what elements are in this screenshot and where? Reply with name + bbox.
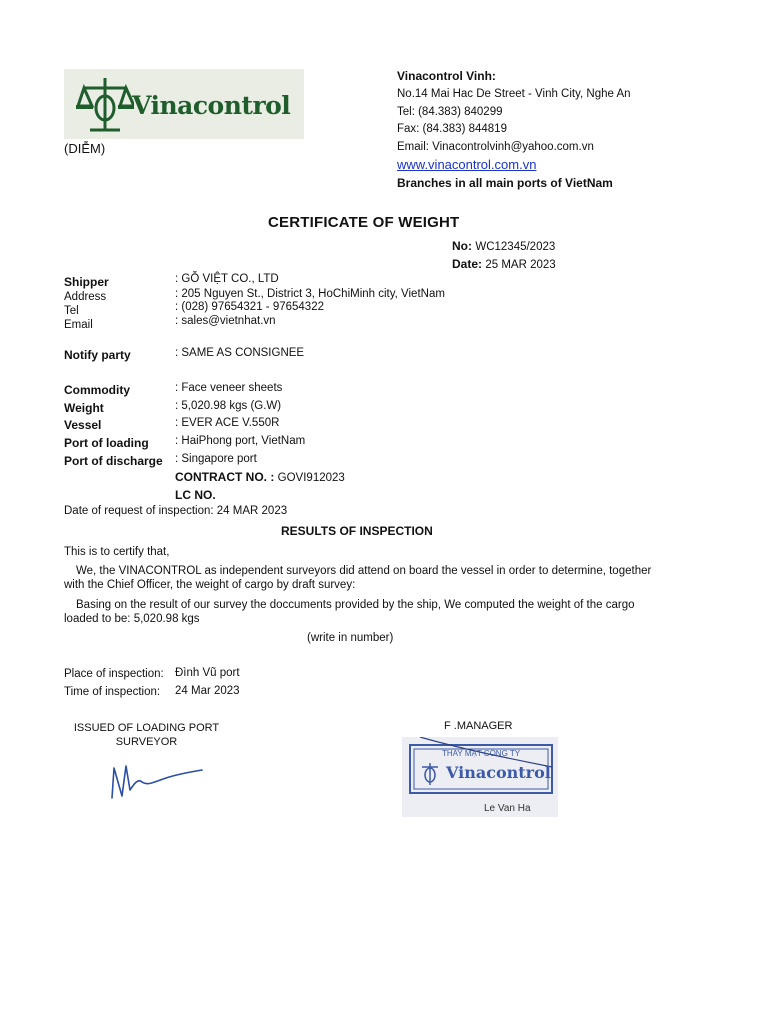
request-date: Date of request of inspection: 24 MAR 2023: [64, 505, 288, 517]
cert-number-value: WC12345/2023: [475, 241, 556, 253]
company-email: Email: Vinacontrolvinh@yahoo.com.vn: [397, 141, 594, 153]
place-value: Đình Vũ port: [175, 667, 240, 679]
scales-emblem-icon: [76, 74, 134, 134]
commodity-label: Commodity: [64, 383, 130, 397]
contract-no-value: GOVI912023: [277, 472, 345, 484]
port-of-discharge-value: : Singapore port: [175, 453, 257, 465]
email-value: : sales@vietnhat.vn: [175, 315, 276, 327]
certify-text: This is to certify that,: [64, 546, 170, 558]
company-name: Vinacontrol Vinh:: [397, 69, 496, 83]
notify-party-label: Notify party: [64, 348, 131, 362]
email-label: Email: [64, 319, 93, 331]
shipper-label: Shipper: [64, 275, 109, 289]
company-fax: Fax: (84.383) 844819: [397, 123, 507, 135]
company-website-link[interactable]: www.vinacontrol.com.vn: [397, 157, 537, 172]
diem-label: (DIỄM): [64, 141, 106, 156]
write-in-number: (write in number): [307, 632, 394, 644]
logo-wordmark: Vinacontrol: [132, 91, 291, 120]
cert-number-label: No:: [452, 239, 472, 253]
company-address: No.14 Mai Hac De Street - Vinh City, Nghe An: [397, 88, 631, 100]
time-label: Time of inspection:: [64, 686, 161, 698]
issued-line-2: SURVEYOR: [115, 736, 178, 748]
address-label: Address: [64, 291, 107, 303]
contract-no-label: CONTRACT NO. :: [175, 470, 275, 484]
company-tel: Tel: (84.383) 840299: [397, 106, 503, 118]
manager-title: F .MANAGER: [444, 720, 513, 732]
results-title: RESULTS OF INSPECTION: [281, 524, 433, 538]
vessel-value: : EVER ACE V.550R: [175, 417, 280, 429]
cert-date-value: 25 MAR 2023: [485, 259, 556, 271]
port-of-loading-value: : HaiPhong port, VietNam: [175, 435, 306, 447]
paragraph-survey: We, the VINACONTROL as independent surveyors did attend on board the vessel in order to determine, together with the Chief Officer, the weight of cargo by draft survey:: [64, 565, 652, 591]
issued-line-1: ISSUED OF LOADING PORT: [73, 722, 220, 734]
port-of-discharge-label: Port of discharge: [64, 454, 163, 468]
notify-party-value: : SAME AS CONSIGNEE: [175, 347, 305, 359]
signer-name: Le Van Ha: [484, 803, 531, 814]
tel-value: : (028) 97654321 - 97654322: [175, 301, 324, 313]
cert-number: [452, 239, 555, 253]
weight-label: Weight: [64, 401, 104, 415]
company-stamp: [402, 737, 558, 817]
address-value: : 205 Nguyen St., District 3, HoChiMinh city, VietNam: [175, 288, 445, 300]
vessel-label: Vessel: [64, 418, 102, 432]
commodity-value: : Face veneer sheets: [175, 382, 283, 394]
issued-by: [64, 721, 229, 749]
shipper-value: : GỖ VIỆT CO., LTD: [175, 273, 279, 285]
handwritten-signature: [108, 760, 208, 802]
port-of-loading-label: Port of loading: [64, 436, 149, 450]
company-branches: Branches in all main ports of VietNam: [397, 176, 613, 190]
tel-label: Tel: [64, 305, 79, 317]
vinacontrol-logo: [64, 69, 304, 139]
stamp-top-text: THAY MẶT CÔNG TY: [442, 749, 521, 758]
paragraph-result: Basing on the result of our survey the doccuments provided by the ship, We computed the weight of the cargo loaded to be: 5,020.98 kgs: [64, 599, 635, 625]
stamp-brand: Vinacontrol: [446, 763, 551, 782]
lc-no-label: LC NO.: [175, 488, 216, 502]
contract-no: [175, 470, 345, 484]
time-value: 24 Mar 2023: [175, 685, 240, 697]
document-title: CERTIFICATE OF WEIGHT: [268, 214, 460, 231]
place-label: Place of inspection:: [64, 668, 164, 680]
cert-date-label: Date:: [452, 257, 483, 271]
weight-value: : 5,020.98 kgs (G.W): [175, 400, 282, 412]
cert-date: [452, 257, 556, 271]
